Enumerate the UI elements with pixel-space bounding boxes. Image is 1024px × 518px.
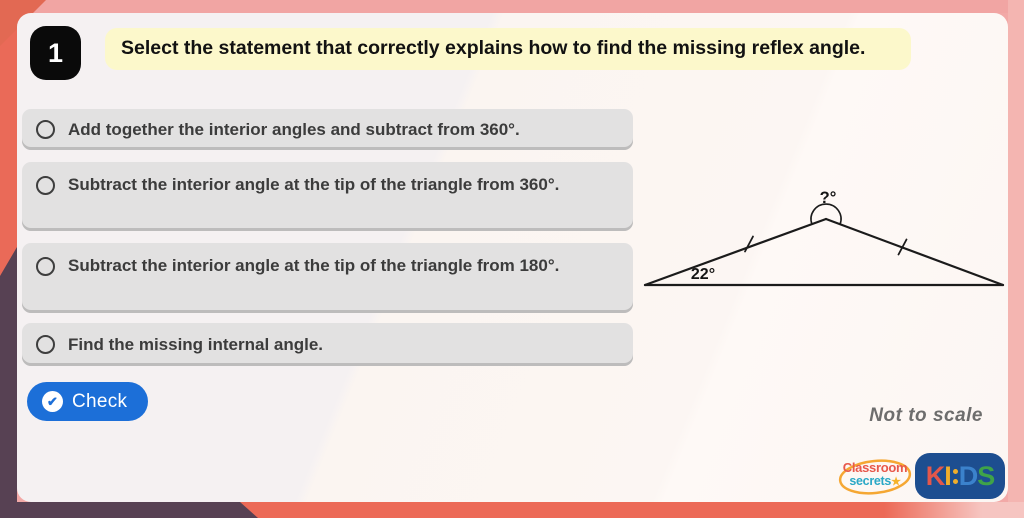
kids-letter-k: K [925,460,945,491]
triangle-right-side [826,219,1003,285]
option-label: Find the missing internal angle. [68,334,324,354]
kids-dots-icon [953,469,958,484]
secrets-text: secrets [849,474,892,488]
question-number-badge: 1 [30,26,81,80]
check-button-label: Check [72,390,128,412]
answer-option-4[interactable] [22,323,633,366]
frame-bottom-light-stripe [884,502,1024,518]
check-circle-icon: ✔ [42,391,63,412]
kids-letter-d: D [958,460,978,491]
option-label: Subtract the interior angle at the tip of the triangle from 360°. [68,175,560,194]
apex-angle-label: ?° [819,189,837,207]
base-angle-label: 22° [690,266,716,283]
reflex-angle-arc [811,204,841,224]
answer-option-1[interactable] [22,109,633,150]
answer-option-2[interactable] [22,162,633,231]
option-label: Subtract the interior angle at the tip of the triangle from 180°. [68,256,560,275]
triangle-diagram [635,170,1015,300]
radio-button-icon[interactable] [36,257,55,276]
kids-letter-i: I [944,460,951,491]
equal-side-tick-left-icon [745,237,753,252]
secrets-word [838,474,912,488]
frame-bottom-purple-stripe [0,502,260,518]
check-button[interactable] [27,382,148,421]
radio-button-icon[interactable] [36,335,55,354]
triangle-left-side [645,219,826,285]
frame-top-stripe [0,0,1024,13]
kids-letter-s: S [977,460,995,491]
not-to-scale-note: Not to scale [869,405,983,426]
star-icon: ★ [891,476,901,488]
question-card [17,13,1008,502]
classroom-word: Classroom [842,460,908,475]
radio-button-icon[interactable] [36,120,55,139]
answer-option-3[interactable] [22,243,633,313]
classroom-secrets-logo [838,457,912,497]
radio-button-icon[interactable] [36,176,55,195]
question-text: Select the statement that correctly explains how to find the missing reflex angle. [105,28,911,70]
option-label: Add together the interior angles and subtract from 360°. [68,119,520,139]
kids-logo [915,453,1005,499]
